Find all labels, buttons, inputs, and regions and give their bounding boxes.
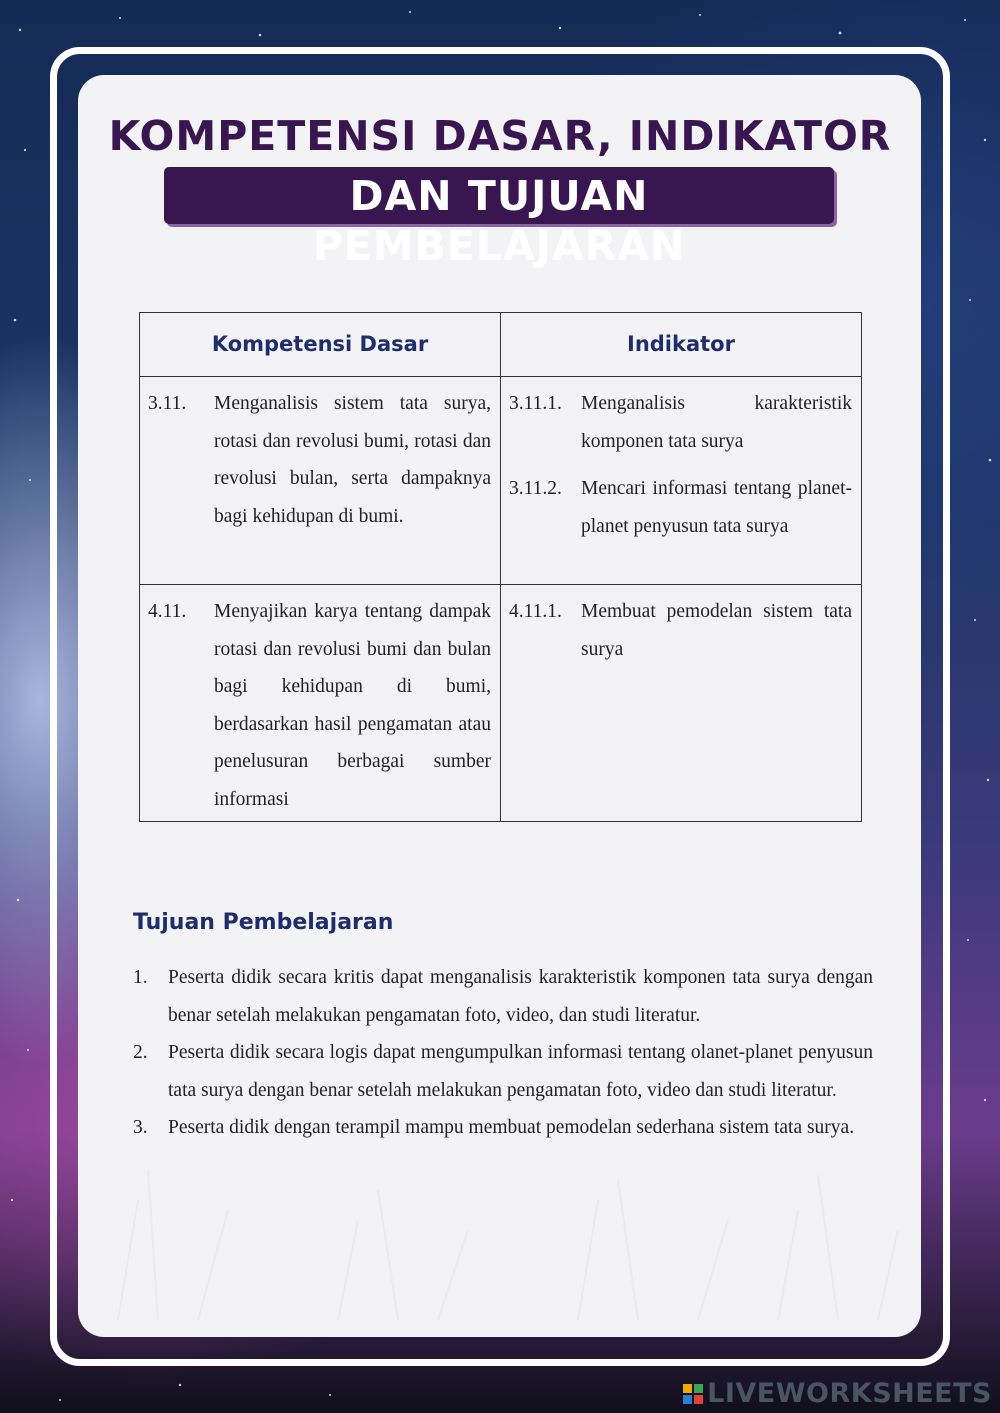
kd-number: 4.11. <box>148 601 187 622</box>
header-indikator: Indikator <box>501 313 862 377</box>
page-title-line2: DAN TUJUAN PEMBELAJARAN <box>312 172 686 270</box>
indicator-text: Mencari informasi tentang planet-planet penyusun tata surya <box>581 478 852 537</box>
kd-text: Menyajikan karya tentang dampak rotasi dan revolusi bumi dan bulan bagi kehidupan di bumi, berdasarkan hasil pengamatan atau penelusuran berbagai sumber informasi <box>214 601 491 810</box>
list-item-text: Peserta didik secara logis dapat mengumpulkan informasi tentang olanet-planet penyusun tata surya dengan benar setelah melakukan pengamatan foto, video dan studi literatur. <box>168 1042 873 1101</box>
kd-text: Menganalisis sistem tata surya, rotasi dan revolusi bumi, rotasi dan revolusi bulan, serta dampaknya bagi kehidupan di bumi. <box>214 393 491 527</box>
indicator-cell <box>501 377 862 585</box>
learning-objectives-list <box>133 959 873 1147</box>
list-item <box>133 959 873 1034</box>
table-row <box>140 585 862 822</box>
liveworksheets-watermark <box>683 1378 992 1409</box>
page-title-line1: KOMPETENSI DASAR, INDIKATOR <box>108 112 892 160</box>
indicator-text: Menganalisis karakteristik komponen tata surya <box>581 393 852 452</box>
indicator-text: Membuat pemodelan sistem tata surya <box>581 601 852 660</box>
kd-number: 3.11. <box>148 393 187 414</box>
table-header-row <box>140 313 862 377</box>
liveworksheets-wordmark: LIVEWORKSHEETS <box>707 1378 992 1409</box>
competency-table <box>139 312 862 822</box>
learning-objectives-heading: Tujuan Pembelajaran <box>133 910 394 935</box>
list-item-number: 3. <box>133 1117 148 1138</box>
header-kompetensi-dasar: Kompetensi Dasar <box>140 313 501 377</box>
liveworksheets-logo-icon <box>683 1384 703 1404</box>
list-item <box>133 1034 873 1109</box>
list-item-text: Peserta didik secara kritis dapat menganalisis karakteristik komponen tata surya dengan benar setelah melakukan pengamatan foto, video, dan studi literatur. <box>168 967 873 1026</box>
list-item-number: 1. <box>133 967 148 988</box>
list-item <box>133 1109 873 1147</box>
indicator-number: 3.11.2. <box>509 478 562 499</box>
indicator-number: 4.11.1. <box>509 601 562 622</box>
kd-cell <box>140 585 501 822</box>
indicator-cell <box>501 585 862 822</box>
indicator-number: 3.11.1. <box>509 393 562 414</box>
list-item-number: 2. <box>133 1042 148 1063</box>
list-item-text: Peserta didik dengan terampil mampu membuat pemodelan sederhana sistem tata surya. <box>168 1117 855 1138</box>
table-row <box>140 377 862 585</box>
kd-cell <box>140 377 501 585</box>
